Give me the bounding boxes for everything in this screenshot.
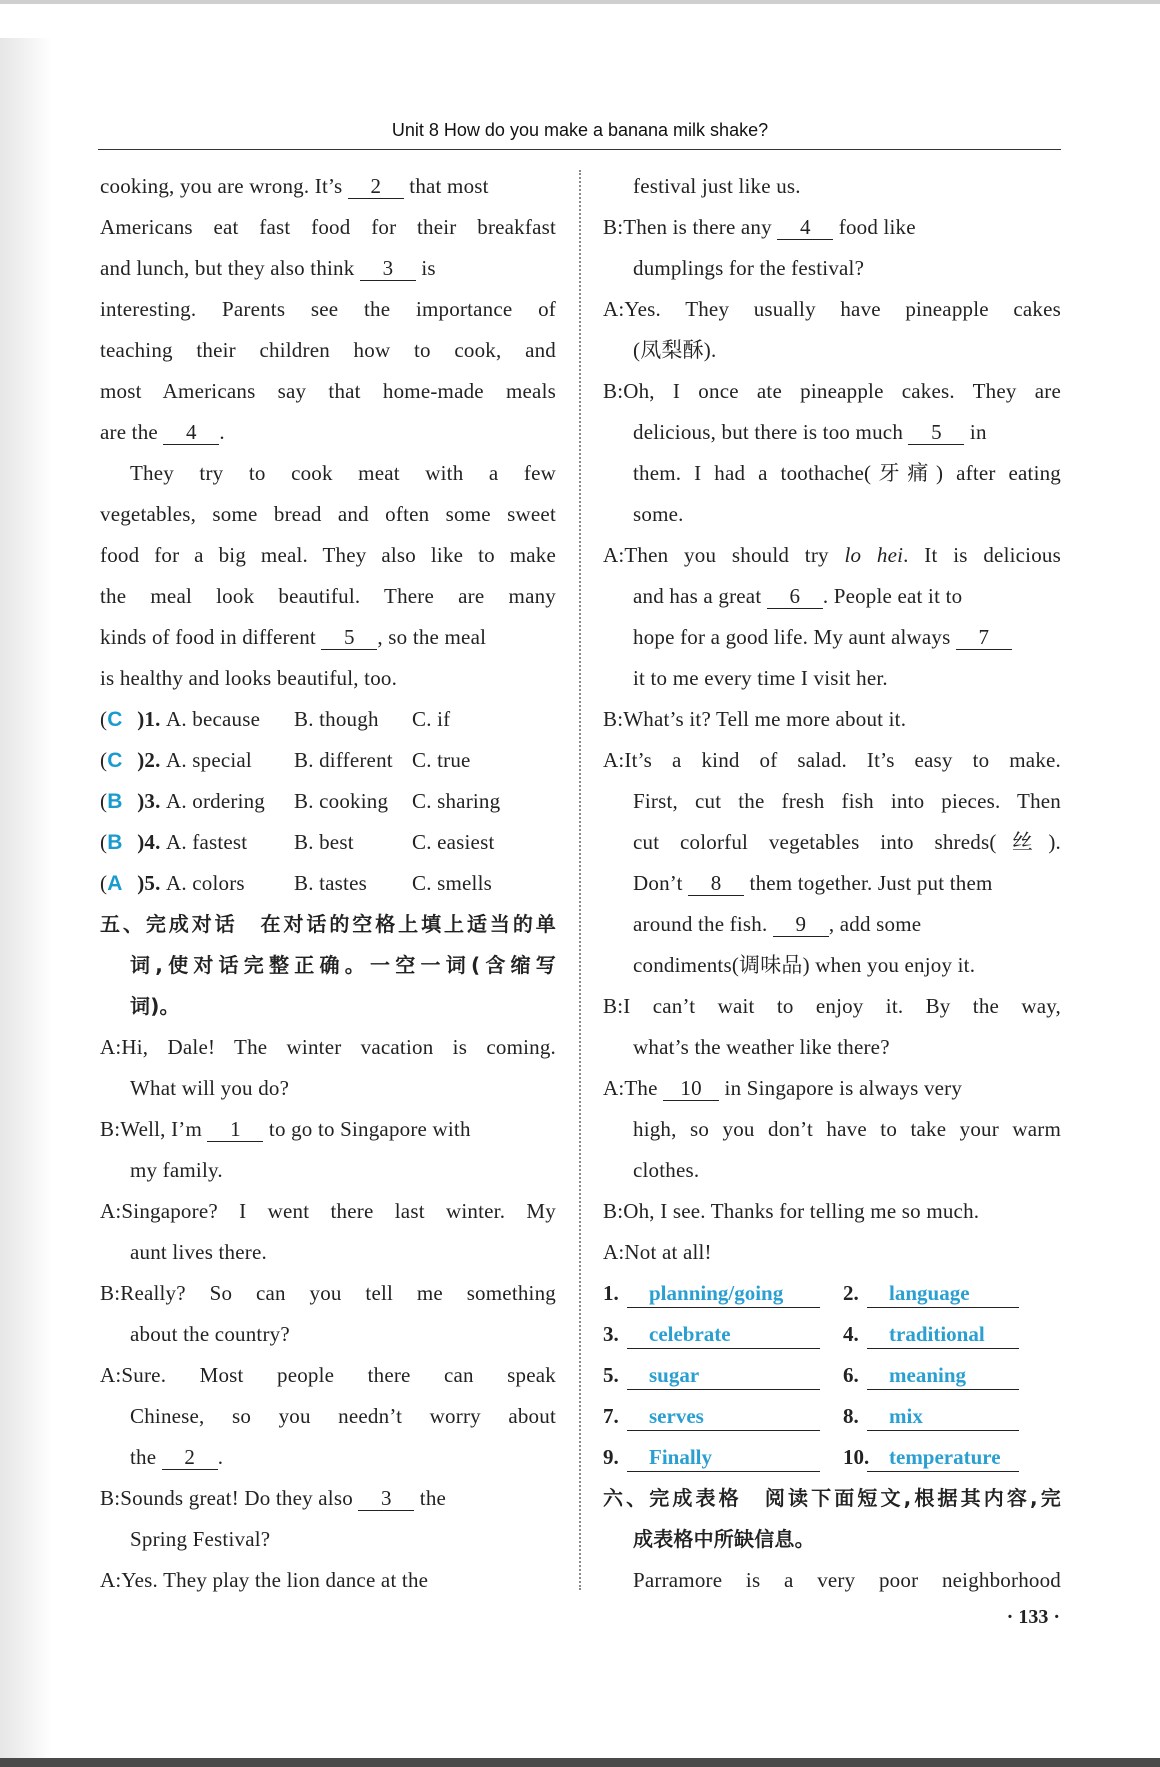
answer-blank[interactable]: 7	[956, 625, 1012, 650]
text-line: condiments(调味品) when you enjoy it.	[633, 953, 976, 977]
dish-name: lo hei	[844, 543, 904, 567]
answer-number: 2.	[843, 1281, 859, 1305]
question-number: )2.	[137, 748, 166, 772]
answer-fill: planning/going	[627, 1279, 820, 1308]
answer-number: 10.	[843, 1445, 870, 1469]
option-c: C. sharing	[412, 789, 501, 813]
column-divider	[579, 170, 581, 1590]
choice-row	[100, 822, 556, 863]
line-text: and has a great	[633, 584, 767, 608]
paren: (	[100, 748, 108, 772]
choice-answer: B	[107, 790, 123, 813]
option-c: C. smells	[412, 871, 492, 895]
answer-blank[interactable]: 8	[688, 871, 744, 896]
line-text: are the	[100, 420, 164, 444]
text-line	[100, 617, 556, 658]
answer-blank[interactable]: 2	[162, 1445, 218, 1470]
text-line	[603, 535, 1061, 576]
text-line	[603, 863, 1061, 904]
line-text: A:The	[603, 1076, 664, 1100]
text-line: Parramore is a very poor neighborhood	[633, 1568, 1061, 1592]
answer-blank[interactable]: 6	[767, 584, 823, 609]
text-line: B:I can’t wait to enjoy it. By the way,	[603, 994, 1061, 1018]
answer-number: 8.	[843, 1404, 859, 1428]
text-line: high, so you don’t have to take your warm	[633, 1117, 1061, 1141]
question-number: )1.	[137, 707, 166, 731]
text-line	[100, 166, 556, 207]
choice-answer: B	[107, 831, 123, 854]
text-line: What will you do?	[130, 1076, 290, 1100]
text-line: A:Yes. They play the lion dance at the	[100, 1568, 429, 1592]
line-text: hope for a good life. My aunt always	[633, 625, 956, 649]
section-heading: 五、完成对话 在对话的空格上填上适当的单	[100, 912, 556, 936]
option-c: C. true	[412, 748, 471, 772]
text-line: B:Oh, I once ate pineapple cakes. They are	[603, 379, 1061, 403]
text-line	[100, 248, 556, 289]
line-text: B:Sounds great! Do they also	[100, 1486, 359, 1510]
answer-fill: meaning	[867, 1361, 1019, 1390]
text-line: cut colorful vegetables into shreds(丝).	[633, 830, 1061, 854]
answer-row	[603, 1355, 1061, 1396]
answer-row	[603, 1396, 1061, 1437]
answer-blank[interactable]: 5	[908, 420, 964, 445]
option-c: C. easiest	[412, 830, 495, 854]
answer-blank[interactable]: 3	[358, 1486, 414, 1511]
line-text: in Singapore is always very	[719, 1076, 963, 1100]
text-line: A:Singapore? I went there last winter. My	[100, 1199, 556, 1223]
text-line: A:It’s a kind of salad. It’s easy to make.	[603, 748, 1061, 772]
question-number: )3.	[137, 789, 166, 813]
text-line: some.	[633, 502, 684, 526]
answer-number: 6.	[843, 1363, 859, 1387]
option-b: B. cooking	[294, 789, 389, 813]
question-number: )5.	[137, 871, 166, 895]
answer-fill: serves	[627, 1402, 820, 1431]
text-line: A:Yes. They usually have pineapple cakes	[603, 297, 1061, 321]
line-text: .	[217, 1445, 224, 1469]
option-a: A. ordering	[166, 789, 266, 813]
page-number: · 133 ·	[1006, 1606, 1060, 1628]
answer-blank[interactable]: 10	[663, 1076, 719, 1101]
text-line: teaching their children how to cook, and	[100, 338, 556, 362]
page-shadow	[0, 38, 52, 1767]
paren: (	[100, 871, 108, 895]
option-c: C. if	[412, 707, 451, 731]
text-line: food for a big meal. They also like to make	[100, 543, 556, 567]
line-text: , add some	[828, 912, 922, 936]
answer-blank[interactable]: 3	[360, 256, 416, 281]
text-line: dumplings for the festival?	[633, 256, 865, 280]
text-line: my family.	[130, 1158, 223, 1182]
right-column	[603, 166, 1061, 1601]
answer-fill: temperature	[867, 1443, 1019, 1472]
line-text: Don’t	[633, 871, 689, 895]
choice-answer: C	[107, 749, 123, 772]
section-heading: 成表格中所缺信息。	[633, 1527, 815, 1551]
answer-row	[603, 1314, 1061, 1355]
question-number: )4.	[137, 830, 166, 854]
line-text: A:Then you should try	[603, 543, 845, 567]
line-text: around the fish.	[633, 912, 773, 936]
line-text: is	[415, 256, 436, 280]
text-line: aunt lives there.	[130, 1240, 267, 1264]
answer-number: 7.	[603, 1404, 619, 1428]
answer-fill: language	[867, 1279, 1019, 1308]
header-rule	[98, 149, 1061, 150]
line-text: B:Then is there any	[603, 215, 778, 239]
text-line: First, cut the fresh fish into pieces. Then	[633, 789, 1061, 813]
text-line: is healthy and looks beautiful, too.	[100, 666, 398, 690]
section-heading: 六、完成表格 阅读下面短文,根据其内容,完	[603, 1486, 1061, 1510]
text-line: A:Sure. Most people there can speak	[100, 1363, 556, 1387]
text-line: B:What’s it? Tell me more about it.	[603, 707, 907, 731]
left-column	[100, 166, 556, 1601]
text-line	[603, 617, 1061, 658]
text-line: about the country?	[130, 1322, 290, 1346]
text-line: what’s the weather like there?	[633, 1035, 890, 1059]
line-text: . People eat it to	[822, 584, 963, 608]
answer-blank[interactable]: 1	[207, 1117, 263, 1142]
text-line: clothes.	[633, 1158, 700, 1182]
text-line	[603, 576, 1061, 617]
paren: (	[100, 789, 108, 813]
text-line: Americans eat fast food for their breakfast	[100, 215, 556, 239]
line-text: , so the meal	[377, 625, 487, 649]
text-line: most Americans say that home-made meals	[100, 379, 556, 403]
choice-row	[100, 699, 556, 740]
text-line: B:Oh, I see. Thanks for telling me so much.	[603, 1199, 980, 1223]
text-line: them. I had a toothache(牙痛) after eating	[633, 461, 1061, 485]
text-line: They try to cook meat with a few	[130, 461, 556, 485]
line-text: . It is delicious	[903, 543, 1061, 567]
line-text: delicious, but there is too much	[633, 420, 909, 444]
choice-answer: A	[107, 872, 123, 895]
paren: (	[100, 830, 108, 854]
line-text: in	[964, 420, 987, 444]
answer-number: 3.	[603, 1322, 619, 1346]
line-text: B:Well, I’m	[100, 1117, 208, 1141]
answer-fill: Finally	[627, 1443, 820, 1472]
choice-answer: C	[107, 708, 123, 731]
answer-blank[interactable]: 9	[773, 912, 829, 937]
answer-number: 1.	[603, 1281, 619, 1305]
line-text: them together. Just put them	[744, 871, 993, 895]
answer-row	[603, 1273, 1061, 1314]
section-heading: 词,使对话完整正确。一空一词(含缩写	[130, 953, 556, 977]
text-line: B:Really? So can you tell me something	[100, 1281, 556, 1305]
line-text: that most	[403, 174, 489, 198]
line-text: to go to Singapore with	[263, 1117, 471, 1141]
text-line	[603, 1068, 1061, 1109]
answer-fill: sugar	[627, 1361, 820, 1390]
text-line: festival just like us.	[633, 174, 801, 198]
answer-blank[interactable]: 4	[163, 420, 219, 445]
section-heading: 词)。	[130, 994, 180, 1018]
line-text: kinds of food in different	[100, 625, 322, 649]
text-line	[100, 412, 556, 453]
answer-blank[interactable]: 5	[321, 625, 377, 650]
choice-row	[100, 863, 556, 904]
line-text: cooking, you are wrong. It’s	[100, 174, 348, 198]
answer-blank[interactable]: 2	[348, 174, 404, 199]
text-line: vegetables, some bread and often some sweet	[100, 502, 556, 526]
text-line: Spring Festival?	[130, 1527, 271, 1551]
text-line	[100, 1478, 556, 1519]
paren: (	[100, 707, 108, 731]
text-line	[603, 412, 1061, 453]
text-line	[603, 207, 1061, 248]
option-a: A. fastest	[166, 830, 248, 854]
line-text: the	[130, 1445, 162, 1469]
top-border	[0, 0, 1160, 4]
bottom-border	[0, 1758, 1160, 1767]
page-header: Unit 8 How do you make a banana milk shake?	[391, 120, 769, 140]
text-line: A:Hi, Dale! The winter vacation is coming.	[100, 1035, 556, 1059]
text-line: the meal look beautiful. There are many	[100, 584, 556, 608]
text-line	[603, 904, 1061, 945]
line-text: food like	[833, 215, 916, 239]
answer-blank[interactable]: 4	[777, 215, 833, 240]
option-b: B. best	[294, 830, 354, 854]
line-text: and lunch, but they also think	[100, 256, 360, 280]
text-line: interesting. Parents see the importance of	[100, 297, 556, 321]
answer-fill: traditional	[867, 1320, 1019, 1349]
text-line	[100, 1109, 556, 1150]
choice-row	[100, 781, 556, 822]
answer-fill: celebrate	[627, 1320, 820, 1349]
text-line: (凤梨酥).	[633, 338, 717, 362]
text-line: it to me every time I visit her.	[633, 666, 888, 690]
option-a: A. colors	[166, 871, 245, 895]
option-b: B. tastes	[294, 871, 367, 895]
answer-fill: mix	[867, 1402, 1019, 1431]
answer-row	[603, 1437, 1061, 1478]
answer-number: 9.	[603, 1445, 619, 1469]
text-line	[100, 1437, 556, 1478]
line-text: the	[414, 1486, 447, 1510]
option-a: A. special	[166, 748, 252, 772]
option-b: B. different	[294, 748, 393, 772]
line-text: .	[219, 420, 225, 444]
answer-number: 5.	[603, 1363, 619, 1387]
text-line: A:Not at all!	[603, 1240, 712, 1264]
answer-number: 4.	[843, 1322, 859, 1346]
text-line: Chinese, so you needn’t worry about	[130, 1404, 556, 1428]
option-b: B. though	[294, 707, 379, 731]
choice-row	[100, 740, 556, 781]
option-a: A. because	[166, 707, 261, 731]
